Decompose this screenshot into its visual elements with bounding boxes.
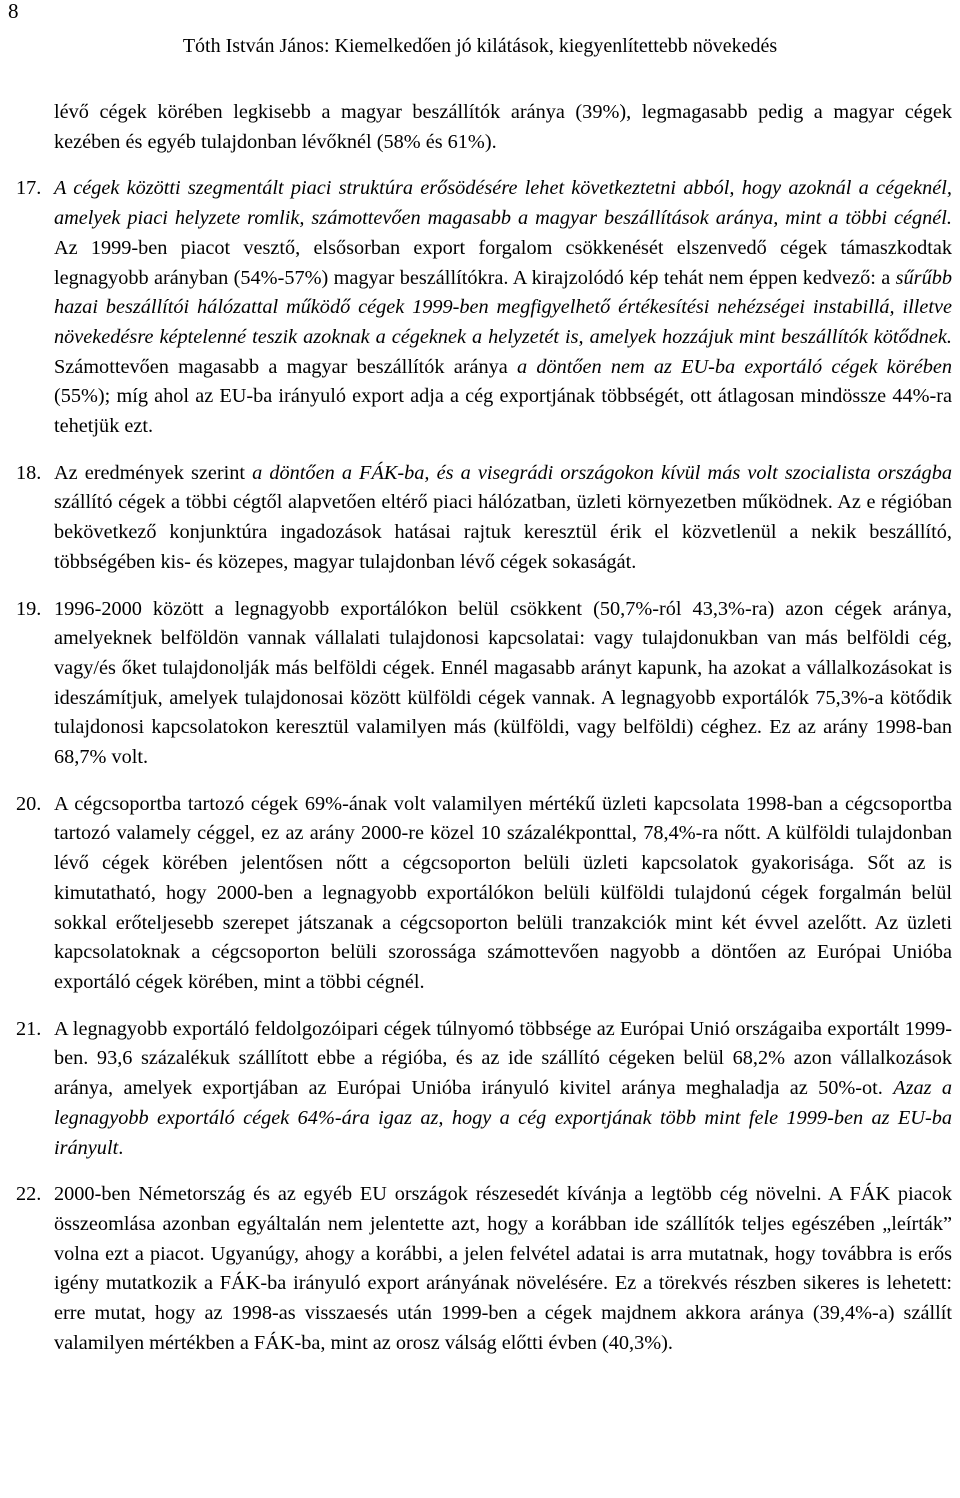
text-segment: lévő cégek körében legkisebb a magyar beszállítók aránya (39%), legmagasabb pedig a magyar cégek kezében és egyéb tulajdonban lévőknél (58% és 61%). bbox=[54, 101, 952, 153]
text-segment: 1996-2000 között a legnagyobb exportálókon belül csökkent (50,7%-ról 43,3%-ra) azon cégek aránya, amelyeknek belföldön vannak vállalati tulajdonosi kapcsolatai: vagy tulajdonukban van más belföldi cég, vagy/és őket tulajdonolják más belföldi cégek. Ennél magasabb arányt kapunk, ha azokat a vállalkozásokat is ideszámítjuk, amelyek tulajdonosai között külföldi cégek vannak. A legnagyobb exportálók 75,3%-a kötődik tulajdonosi kapcsolatokon keresztül valamilyen más (külföldi, vagy belföldi) céghez. Ez az arány 1998-ban 68,7% volt. bbox=[54, 597, 952, 769]
text-segment-italic: Azaz a legnagyobb exportáló cégek 64%-ára igaz az, hogy a cég exportjának több mint fele 1999-ben az EU-ba irányult bbox=[54, 1077, 952, 1159]
text-segment-italic: A cégek közötti szegmentált piaci struktúra erősödésére lehet következtetni abból, hogy azoknál a cégeknél, amelyek piaci helyzete romlik, számottevően magasabb a magyar beszállítások aránya, mint a többi cégnél. bbox=[54, 177, 952, 230]
paragraph-number: 21. bbox=[16, 1017, 42, 1040]
paragraph-number: 17. bbox=[16, 177, 42, 200]
paragraph-continued bbox=[16, 98, 952, 157]
running-header: Tóth István János: Kiemelkedően jó kilátások, kiegyenlítettebb növekedés bbox=[182, 35, 778, 57]
paragraph-number: 18. bbox=[16, 461, 42, 484]
paragraph-17 bbox=[16, 174, 952, 441]
text-segment-italic: sűrűbb hazai beszállítói hálózattal működő cégek 1999-ben megfigyelhető értékesítési nehézségei instabillá, illetve növekedésre képtelenné teszik azoknak a cégeknek a helyzetét is, amelyek hozzájuk mint beszállítók kötődnek. bbox=[54, 266, 952, 348]
text-segment: A legnagyobb exportáló feldolgozóipari cégek túlnyomó többsége az Európai Unió országaiba exportált 1999-ben. 93,6 százalékuk szállított ebbe a régióba, és az ide szállító cégeken belül 68,2% azon vállalkozások aránya, amelyek exportjában az Európai Unióba irányuló kivitel aránya meghaladja az 50%-ot. bbox=[54, 1017, 952, 1100]
text-segment: A cégcsoportba tartozó cégek 69%-ának volt valamilyen mértékű üzleti kapcsolata 1998-ban a cégcsoportba tartozó valamely céggel, ez az arány 2000-re közel 10 százalékponttal, 78,4%-ra nőtt. A külföldi tulajdonban lévő cégek körében jelentősen nőtt a cégcsoporton belüli üzleti kapcsolatok gyakorisága. Sőt az is kimutatható, hogy 2000-ben a legnagyobb exportálókon belüli külföldi tulajdonú cégek forgalmán belül sokkal erőteljesebb szerepet játszanak a cégcsoporton belüli tranzakciók mint két évvel azelőtt. Az üzleti kapcsolatoknak a cégcsoporton belüli szorossága számottevően nagyobb a döntően az Európai Unióba exportáló cégek körében, mint a többi cégnél. bbox=[54, 792, 952, 993]
document-body bbox=[16, 98, 952, 1358]
text-segment: Számottevően magasabb a magyar beszállítók aránya bbox=[54, 355, 517, 378]
page-number: 8 bbox=[8, 0, 19, 23]
text-segment: . bbox=[118, 1136, 124, 1159]
paragraph-number: 22. bbox=[16, 1183, 42, 1206]
paragraph-20 bbox=[16, 790, 952, 998]
text-segment-italic: a döntően nem az EU-ba exportáló cégek körében bbox=[516, 355, 952, 378]
text-segment: Az 1999-ben piacot vesztő, elsősorban export forgalom csökkenését elszenvedő cégek támaszkodtak legnagyobb arányban (54%-57%) magyar beszállítókra. A kirajzolódó kép tehát nem éppen kedvező: a bbox=[54, 236, 952, 289]
paragraph-18 bbox=[16, 459, 952, 578]
paragraph-22 bbox=[16, 1180, 952, 1358]
paragraph-number: 20. bbox=[16, 792, 42, 815]
paragraph-21 bbox=[16, 1015, 952, 1164]
text-segment: Az eredmények szerint bbox=[54, 461, 253, 484]
text-segment-italic: a döntően a FÁK-ba, és a visegrádi országokon kívül más volt szocialista országba bbox=[252, 461, 952, 484]
text-segment: 2000-ben Németország és az egyéb EU országok részesedét kívánja a legtöbb cég növelni. A FÁK piacok összeomlása azonban egyáltalán nem jelentette azt, hogy a korábban ide szállítók teljes egészében „leírták” volna ezt a piacot. Ugyanúgy, ahogy a korábbi, a jelen felvétel adatai is arra mutatnak, hogy továbbra is erős igény mutatkozik a FÁK-ba irányuló export arányának növelésére. Ez a törekvés részben sikeres is lehetett: erre mutat, hogy az 1998-as visszaesés után 1999-ben a cégek majdnem akkora aránya (39,4%-a) szállít valamilyen mértékben a FÁK-ba, mint az orosz válság előtti évben (40,3%). bbox=[54, 1183, 952, 1354]
text-segment: szállító cégek a többi cégtől alapvetően eltérő piaci hálózatban, üzleti környezetben működnek. Az e régióban bekövetkező konjunktúra ingadozások hatásai rajtuk keresztül érik el közvetlenül a nekik beszállító, többségében kis- és közepes, magyar tulajdonban lévő cégek sokaságát. bbox=[54, 491, 952, 573]
text-segment: (55%); míg ahol az EU-ba irányuló export adja a cég exportjának többségét, ott átlagosan mindössze 44%-ra tehetjük ezt. bbox=[54, 385, 952, 438]
paragraph-19 bbox=[16, 595, 952, 773]
paragraph-number: 19. bbox=[16, 597, 42, 620]
